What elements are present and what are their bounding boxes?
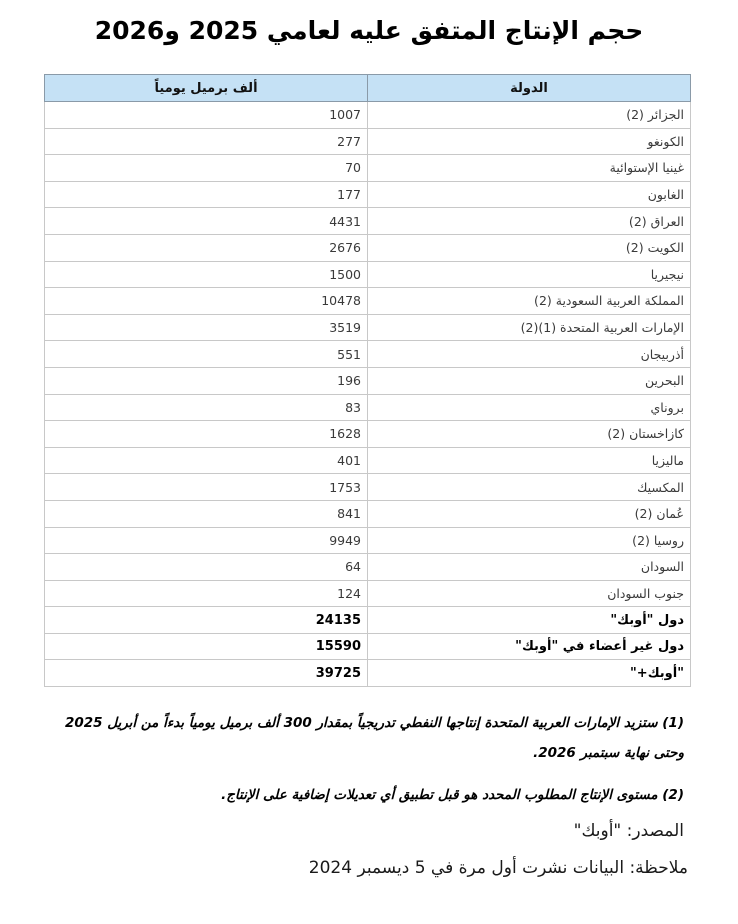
table-row xyxy=(45,421,691,448)
total-row-opec xyxy=(45,607,691,634)
country-cell: روسيا (2) xyxy=(368,527,691,554)
country-cell: الكويت (2) xyxy=(368,234,691,261)
value-cell: 83 xyxy=(45,394,368,421)
value-cell: 401 xyxy=(45,447,368,474)
footnotes xyxy=(54,708,684,810)
table-row xyxy=(45,261,691,288)
table-row xyxy=(45,128,691,155)
remark-line: ملاحظة: البيانات نشرت أول مرة في 5 ديسمبر 2024 xyxy=(308,858,688,878)
total-label: دول غير أعضاء في "أوبك" xyxy=(368,633,691,660)
country-cell: العراق (2) xyxy=(368,208,691,235)
table-row xyxy=(45,234,691,261)
table-row xyxy=(45,155,691,182)
country-cell: أذربيجان xyxy=(368,341,691,368)
table-row xyxy=(45,527,691,554)
footnote-2: (2) مستوى الإنتاج المطلوب المحدد هو قبل تطبيق أي تعديلات إضافية على الإنتاج. xyxy=(221,787,684,803)
table-row xyxy=(45,474,691,501)
header-value: ألف برميل يومياً xyxy=(45,75,368,102)
value-cell: 196 xyxy=(45,367,368,394)
total-label: "أوبك+" xyxy=(368,660,691,687)
table-row xyxy=(45,554,691,581)
value-cell: 1628 xyxy=(45,421,368,448)
total-label: دول "أوبك" xyxy=(368,607,691,634)
country-cell: جنوب السودان xyxy=(368,580,691,607)
total-value: 15590 xyxy=(45,633,368,660)
country-cell: ماليزيا xyxy=(368,447,691,474)
value-cell: 1500 xyxy=(45,261,368,288)
table-row xyxy=(45,314,691,341)
total-value: 24135 xyxy=(45,607,368,634)
total-row-non-opec xyxy=(45,633,691,660)
value-cell: 277 xyxy=(45,128,368,155)
value-cell: 64 xyxy=(45,554,368,581)
table-row xyxy=(45,341,691,368)
production-table xyxy=(44,74,691,687)
value-cell: 841 xyxy=(45,500,368,527)
value-cell: 3519 xyxy=(45,314,368,341)
value-cell: 2676 xyxy=(45,234,368,261)
table-row xyxy=(45,580,691,607)
table-row xyxy=(45,208,691,235)
table-row xyxy=(45,447,691,474)
table-row xyxy=(45,394,691,421)
source-line: المصدر: "أوبك" xyxy=(573,821,684,841)
country-cell: المملكة العربية السعودية (2) xyxy=(368,288,691,315)
country-cell: نيجيريا xyxy=(368,261,691,288)
value-cell: 10478 xyxy=(45,288,368,315)
value-cell: 70 xyxy=(45,155,368,182)
value-cell: 177 xyxy=(45,181,368,208)
country-cell: كازاخستان (2) xyxy=(368,421,691,448)
value-cell: 124 xyxy=(45,580,368,607)
footnote-1: (1) ستزيد الإمارات العربية المتحدة إنتاجها النفطي تدريجياً بمقدار 300 ألف برميل يومياً بدءاً من أبريل 2025 وحتى نهاية سبتمبر 2026. xyxy=(64,715,684,761)
country-cell: الإمارات العربية المتحدة (1)(2) xyxy=(368,314,691,341)
country-cell: البحرين xyxy=(368,367,691,394)
table-row xyxy=(45,367,691,394)
country-cell: المكسيك xyxy=(368,474,691,501)
value-cell: 1753 xyxy=(45,474,368,501)
country-cell: عُمان (2) xyxy=(368,500,691,527)
country-cell: الغابون xyxy=(368,181,691,208)
value-cell: 4431 xyxy=(45,208,368,235)
country-cell: السودان xyxy=(368,554,691,581)
table-row xyxy=(45,288,691,315)
country-cell: الكونغو xyxy=(368,128,691,155)
table-row xyxy=(45,102,691,129)
country-cell: غينيا الإستوائية xyxy=(368,155,691,182)
total-value: 39725 xyxy=(45,660,368,687)
value-cell: 551 xyxy=(45,341,368,368)
page-title: حجم الإنتاج المتفق عليه لعامي 2025 و2026 xyxy=(94,16,644,45)
value-cell: 9949 xyxy=(45,527,368,554)
value-cell: 1007 xyxy=(45,102,368,129)
table-row xyxy=(45,500,691,527)
header-country: الدولة xyxy=(368,75,691,102)
country-cell: بروناي xyxy=(368,394,691,421)
country-cell: الجزائر (2) xyxy=(368,102,691,129)
total-row-opec-plus xyxy=(45,660,691,687)
table-row xyxy=(45,181,691,208)
table-header-row xyxy=(45,75,691,102)
